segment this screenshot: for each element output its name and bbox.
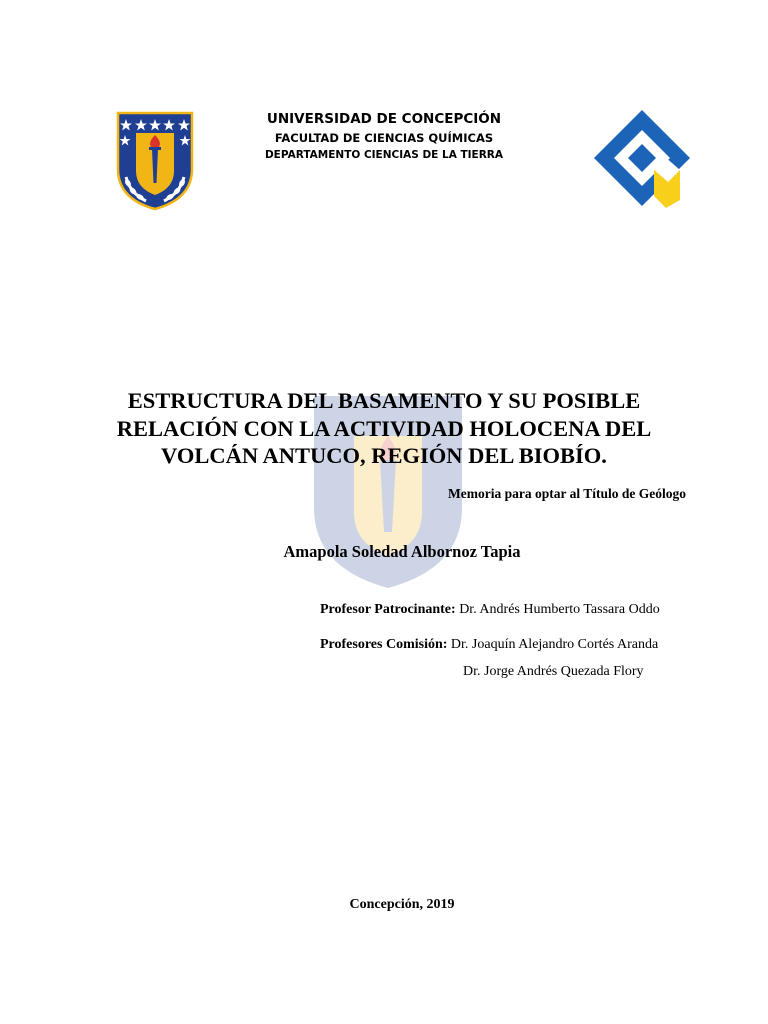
committee-line-2 (463, 664, 644, 680)
sponsor-professor-line (320, 602, 660, 618)
committee-member: Dr. Joaquín Alejandro Cortés Aranda (450, 637, 659, 652)
author-name: Amapola Soledad Albornoz Tapia (283, 542, 521, 561)
university-name: UNIVERSIDAD DE CONCEPCIÓN (266, 111, 502, 127)
committee-member: Dr. Jorge Andrés Quezada Flory (463, 664, 644, 679)
committee-line (320, 637, 658, 653)
faculty-name: FACULTAD DE CIENCIAS QUÍMICAS (274, 131, 494, 145)
place-and-date: Concepción, 2019 (349, 897, 455, 912)
department-logo (592, 108, 692, 210)
sponsor-professor-label: Profesor Patrocinante: (320, 602, 456, 617)
degree-statement: Memoria para optar al Título de Geólogo (448, 486, 686, 501)
thesis-title: ESTRUCTURA DEL BASAMENTO Y SU POSIBLE RELACIÓN CON LA ACTIVIDAD HOLOCENA DEL VOLCÁN ANTUCO, REGIÓN DEL BIOBÍO. (116, 388, 652, 468)
sponsor-professor-name: Dr. Andrés Humberto Tassara Oddo (459, 602, 660, 617)
department-name: DEPARTAMENTO CIENCIAS DE LA TIERRA (264, 149, 504, 161)
committee-label: Profesores Comisión: (320, 637, 448, 652)
